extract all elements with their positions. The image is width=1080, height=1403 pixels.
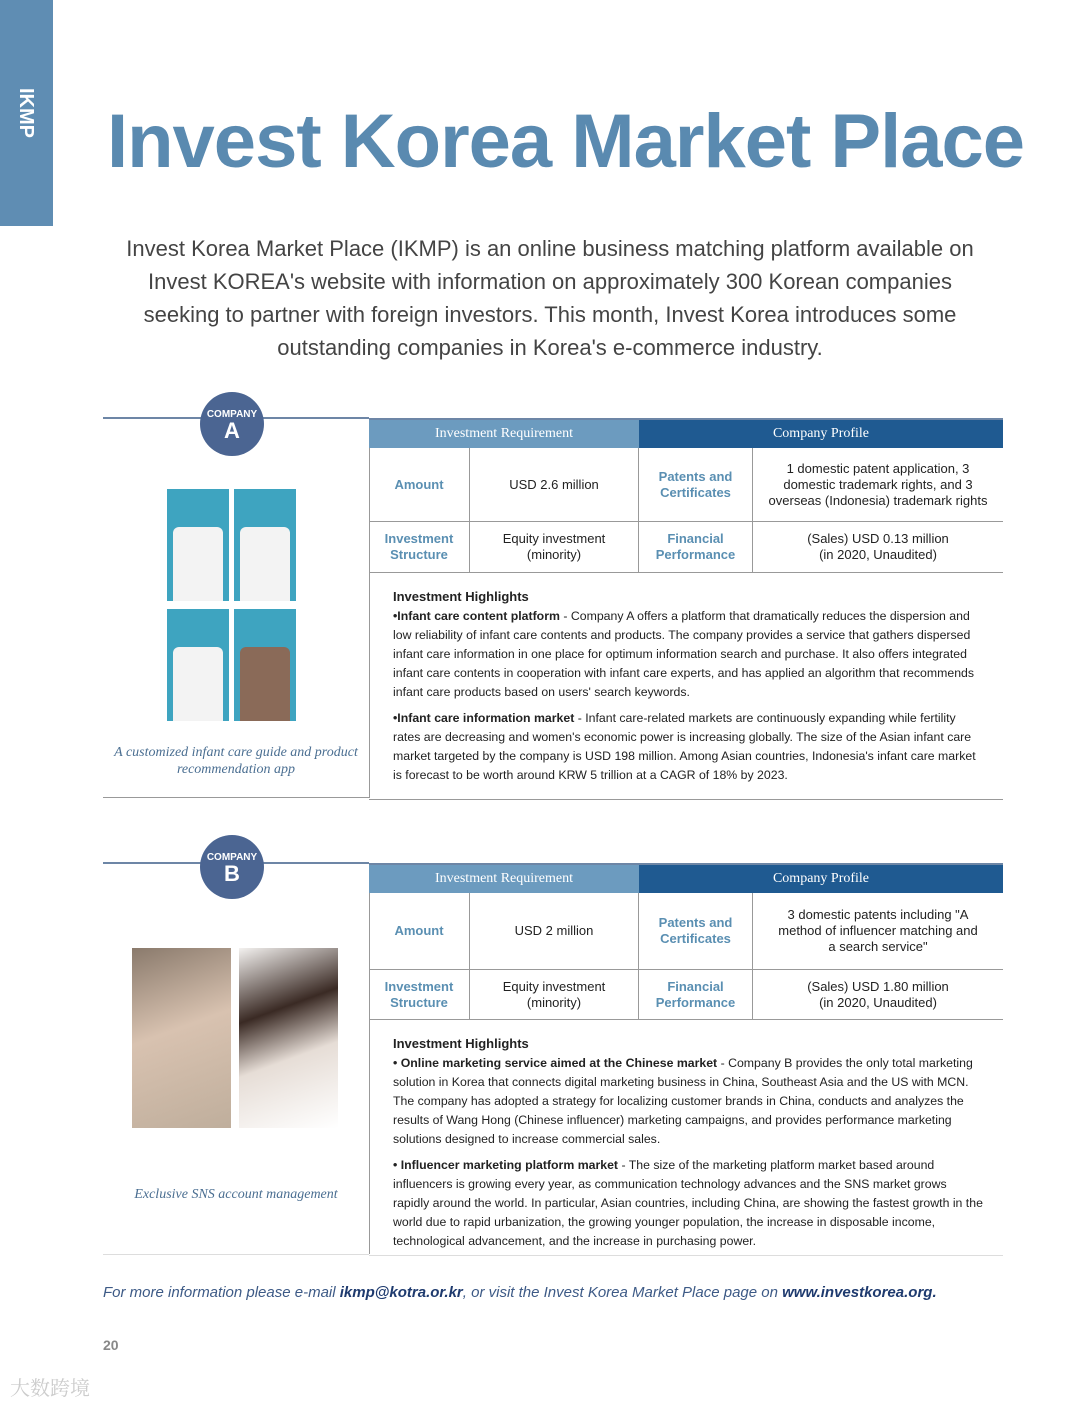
image-caption: Exclusive SNS account management [134,1187,338,1202]
header-company-profile: Company Profile [639,420,1003,448]
website-link[interactable]: www.investkorea.org. [782,1284,937,1301]
structure-label: Investment Structure [369,970,470,1019]
highlight-text: - The size of the marketing platform market based around influencers is growing every year, as communication technology advances and the SNS market grows rapidly around the world. In particular, Asian countries, including China, are showing the fastest growth in the world due to rapid urbanization, the growing younger population, the increase in disposable income, technological advancement, and the increase in purchasing power. [393,1158,983,1248]
highlight-text: - Company A offers a platform that dramatically reduces the dispersion and low reliability of infant care contents and products. The company provides a service that gathers dispersed infant care information in one place for optimum information search and purchase. It also offers integrated infant care contents in cooperation with infant care experts, and has applied an algorithm that recommends infant care products based on users' search keywords. [393,609,975,699]
image-caption: A customized infant care guide and product recommendation app [114,745,358,777]
highlight-text: - Infant care-related markets are continuously expanding while fertility rates are decreasing and women's economic power is increasing globally. The size of the Asian infant care market targeted by the company is USD 198 million. Among Asian countries, Indonesia's infant care market is forecast to be worth around KRW 5 trillion at a CAGR of 18% by 2023. [393,711,976,782]
highlight-text: - Company B provides the only total marketing solution in Korea that connects digital marketing business in China, Southeast Asia and the US with MCN. The company has adopted a strategy for localizing customer brands in China, conducts and analyzes the results of Wang Hong (Chinese influencer) marketing campaigns, and provides performance marketing solutions designed to increase commercial sales. [393,1056,973,1146]
influencer-photo [239,948,338,1128]
side-tab [0,0,53,226]
patents-value: 3 domestic patents including "A method of influencer matching and a search service" [778,907,978,954]
investment-highlights [369,1020,1003,1256]
highlight-item [393,709,983,785]
patents-value: 1 domestic patent application, 3 domestic trademark rights, and 3 overseas (Indonesia) trademark rights [768,460,988,508]
patents-label: Patents and Certificates [639,893,753,969]
amount-label: Amount [369,448,470,521]
company-b-section [103,835,1003,1255]
highlight-item [393,1054,983,1149]
company-table [369,418,1003,800]
page-number: 20 [103,1337,119,1353]
badge-label: COMPANY [206,852,258,863]
highlight-item [393,1156,983,1251]
badge-label: COMPANY [206,409,258,420]
highlights-title: Investment Highlights [393,589,529,604]
highlights-title: Investment Highlights [393,1036,529,1051]
structure-label: Investment Structure [369,522,470,572]
footer-text: , or visit the Invest Korea Market Place page on [462,1284,783,1301]
highlight-item [393,607,983,702]
page-title: Invest Korea Market Place [107,99,1025,184]
app-screenshot [167,609,229,721]
structure-value: Equity investment (minority) [470,970,639,1019]
finance-value: (Sales) USD 0.13 million (in 2020, Unaudited) [807,531,949,562]
amount-value: USD 2.6 million [470,448,639,521]
finance-label: Financial Performance [639,970,753,1019]
patents-label: Patents and Certificates [639,448,753,521]
footer-text: For more information please e-mail [103,1284,340,1301]
company-badge [200,392,264,456]
highlight-title: •Infant care content platform [393,609,560,623]
app-screenshot [167,489,229,601]
badge-letter: B [224,861,240,886]
highlight-title: • Online marketing service aimed at the Chinese market [393,1056,718,1070]
finance-value: (Sales) USD 1.80 million (in 2020, Unaudited) [807,978,949,1010]
watermark: 大数跨境 [10,1378,90,1400]
header-investment-requirement: Investment Requirement [369,865,639,893]
side-tab-label: IKMP [15,88,37,138]
influencer-photo [132,948,231,1128]
company-table [369,863,1003,1256]
app-screenshot [234,609,296,721]
company-badge [200,835,264,899]
header-company-profile: Company Profile [639,865,1003,893]
app-screenshot [234,489,296,601]
highlight-title: •Infant care information market [393,711,575,725]
badge-letter: A [224,418,240,443]
header-investment-requirement: Investment Requirement [369,420,639,448]
amount-label: Amount [369,893,470,969]
intro-paragraph: Invest Korea Market Place (IKMP) is an online business matching platform available on Invest KOREA's website with information on approximately 300 Korean companies seeking to partner with foreign investors. This month, Invest Korea introduces some outstanding companies in Korea's e-commerce industry. [126,236,974,360]
finance-label: Financial Performance [639,522,753,572]
amount-value: USD 2 million [470,893,639,969]
email-link[interactable]: ikmp@kotra.or.kr [339,1284,463,1301]
investment-highlights [369,573,1003,800]
structure-value: Equity investment (minority) [470,522,639,572]
footer-contact [103,1284,937,1301]
company-a-section [103,390,1003,800]
highlight-title: • Influencer marketing platform market [393,1158,619,1172]
